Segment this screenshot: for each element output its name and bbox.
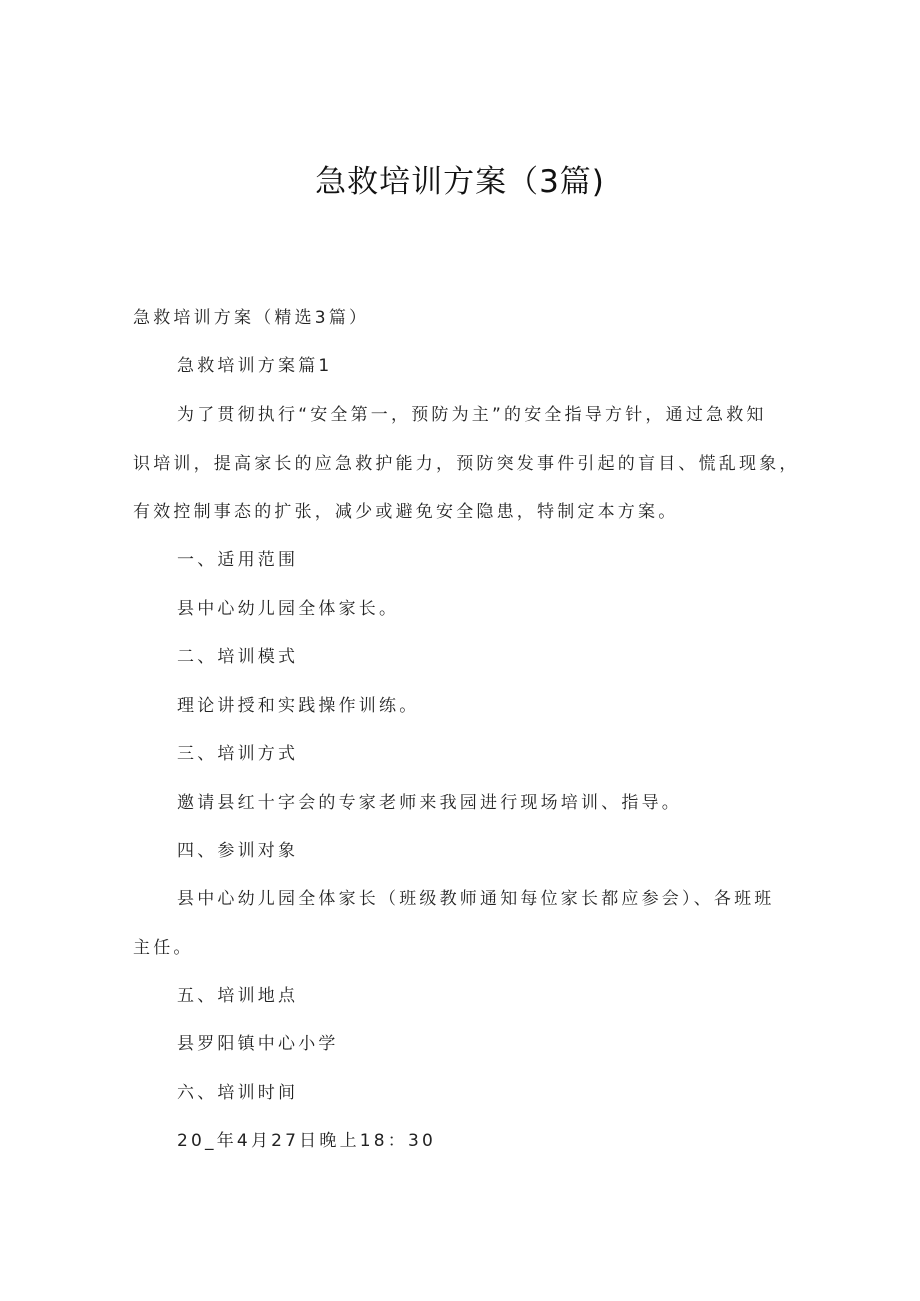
- section-heading-scope: 一、适用范围: [177, 550, 299, 570]
- section-body-scope: 县中心幼儿园全体家长。: [177, 599, 400, 619]
- section-heading-mode: 二、培训模式: [177, 647, 299, 667]
- intro-paragraph-line-1: 为了贯彻执行“安全第一，预防为主”的安全指导方针，通过急救知: [177, 405, 767, 425]
- document-subtitle: 急救培训方案（精选3篇）: [133, 308, 370, 328]
- intro-paragraph-line-3: 有效控制事态的扩张，减少或避免安全隐患，特制定本方案。: [133, 502, 679, 522]
- section-heading: 急救培训方案篇1: [177, 356, 333, 376]
- section-heading-participants: 四、参训对象: [177, 841, 299, 861]
- section-body-location: 县罗阳镇中心小学: [177, 1034, 339, 1054]
- section-body-participants: 县中心幼儿园全体家长（班级教师通知每位家长都应参会）、各班班: [177, 889, 775, 909]
- section-body-time: 20_年4月27日晚上18：30: [177, 1131, 437, 1151]
- section-body-participants-cont: 主任。: [133, 938, 194, 958]
- section-body-mode: 理论讲授和实践操作训练。: [177, 696, 420, 716]
- section-heading-time: 六、培训时间: [177, 1083, 299, 1103]
- intro-paragraph-line-2: 识培训，提高家长的应急救护能力，预防突发事件引起的盲目、慌乱现象，: [133, 454, 800, 474]
- section-heading-location: 五、培训地点: [177, 986, 299, 1006]
- section-body-method: 邀请县红十字会的专家老师来我园进行现场培训、指导。: [177, 793, 682, 813]
- section-heading-method: 三、培训方式: [177, 744, 299, 764]
- document-title: 急救培训方案（3篇): [315, 164, 605, 200]
